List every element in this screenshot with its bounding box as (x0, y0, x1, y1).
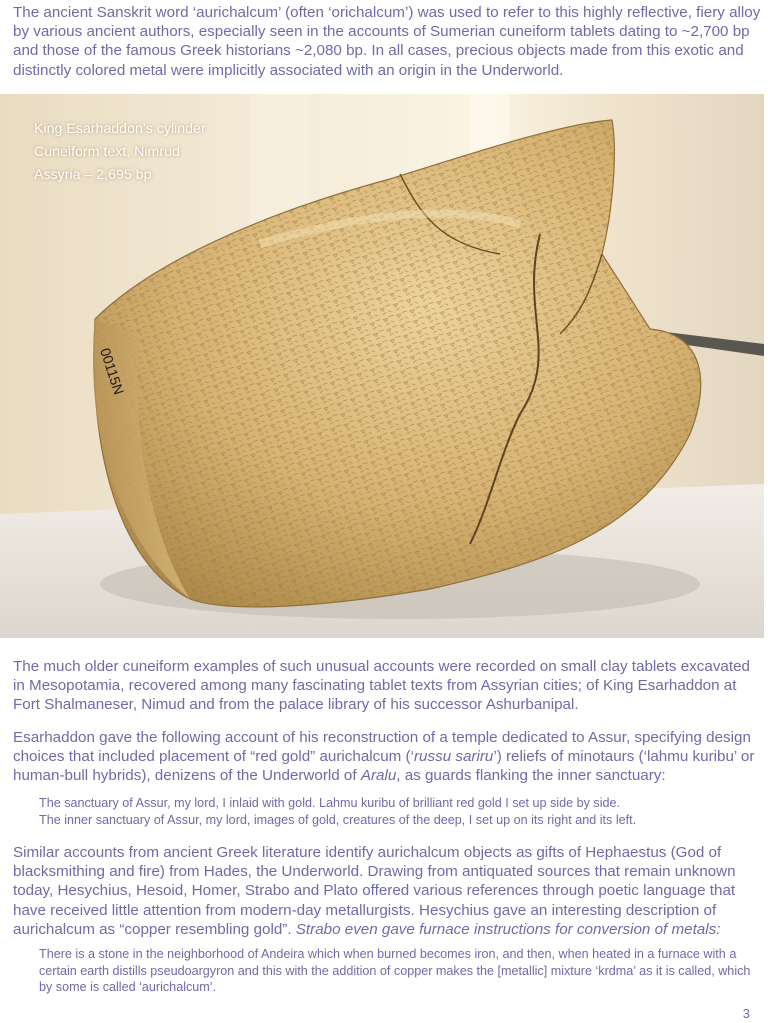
cylinder-photo (0, 94, 764, 638)
cuneiform-paragraph: The much older cuneiform examples of such unusual accounts were recorded on small clay tablets excavated in Mesopotamia, recovered among many fascinating tablet texts from Assyrian cities; of King Esarhaddon at Fort Shalmaneser, Nimud and from the palace library of his successor Ashurbanipal. (13, 658, 750, 714)
esarhaddon-text-3: , as guards flanking the inner sanctuary: (396, 767, 666, 785)
aralu-term: Aralu (360, 767, 397, 785)
greek-text: Similar accounts from ancient Greek literature identify aurichalcum objects as gifts of Hephaestus (God of blacksmithing and fire) from Hades, the Underworld. Drawing from antiquated sources that remain unknown today, Hesychius, Hesoid, Homer, Strabo and Plato offered various references through poetic language that have received little attention from modern-day metallurgists. Hesychius gave an interesting description of aurichalcum as “copper resembling gold”. (13, 844, 736, 938)
page-number: 3 (742, 1006, 750, 1021)
esarhaddon-text-2: ’) reliefs of minotaurs (‘lahmu kuribu’ or human-bull hybrids), denizens of the Underworld of (13, 748, 755, 785)
museum-number: 00115N (97, 345, 128, 397)
russu-sariru-term: russu sariru (414, 748, 494, 766)
photo-caption (34, 118, 206, 187)
caption-subtitle: Cuneiform text, Nimrud (34, 144, 180, 160)
strabo-note: Strabo even gave furnace instructions for conversion of metals: (295, 920, 721, 938)
greek-paragraph (13, 843, 761, 939)
esarhaddon-text-1: Esarhaddon gave the following account of his reconstruction of a temple dedicated to Assur, specifying design choices that included placement of “red gold” aurichalcum (‘ (13, 729, 751, 766)
caption-title: King Esarhaddon’s cylinder (34, 121, 206, 137)
assur-quote-line1: The sanctuary of Assur, my lord, I inlaid with gold. Lahmu kuribu of brilliant red gold I set up side by side. (39, 796, 621, 810)
caption-origin: Assyria – 2,695 bp (34, 167, 152, 183)
assur-quote-line2: The inner sanctuary of Assur, my lord, images of gold, creatures of the deep, I set up on its right and its left. (39, 812, 637, 827)
esarhaddon-paragraph (13, 728, 761, 786)
intro-paragraph: The ancient Sanskrit word ‘aurichalcum’ (often ‘orichalcum’) was used to refer to this highly reflective, fiery alloy by various ancient authors, especially seen in the accounts of Sumerian cuneiform tablets dating to ~2,700 bp and those of the famous Greek historians ~2,080 bp. In all cases, precious objects made from this exotic and distinctly colored metal were implicitly associated with an origin in the Underworld. (13, 4, 761, 79)
assur-quote (39, 795, 754, 828)
strabo-quote: There is a stone in the neighborhood of Andeira which when burned becomes iron, and then, when heated in a furnace with a certain earth distills pseudoargyron and this with the addition of copper makes the [metallic] mixture ‘krdma’ as it is called, which by some is called ‘aurichalcum’. (39, 947, 751, 995)
